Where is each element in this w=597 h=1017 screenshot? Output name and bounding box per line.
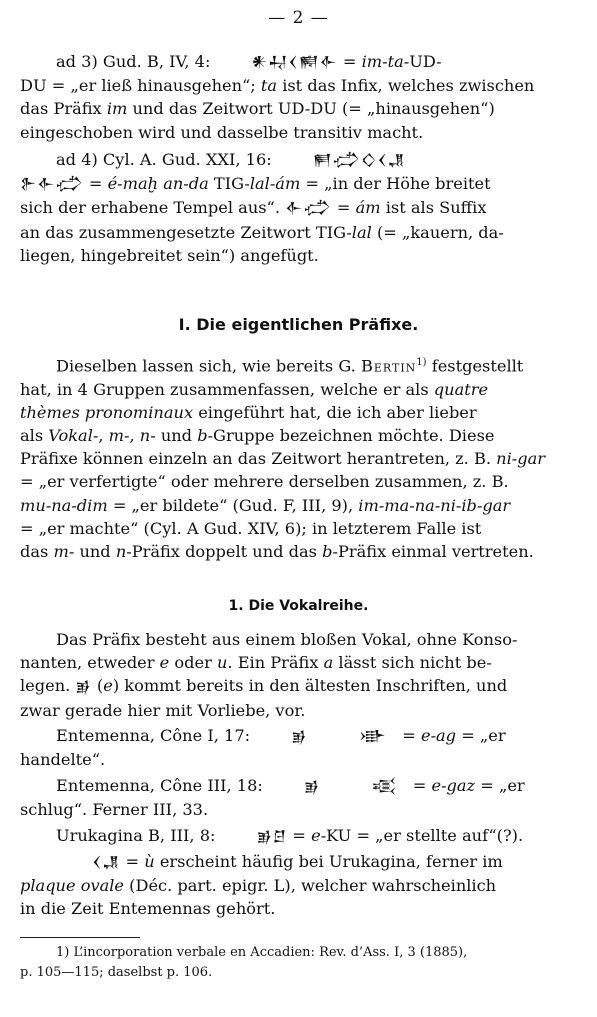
paragraph-line: Entemenna, Cône III, 18: 𒂊 𒄤 = e-gaz = „er	[20, 774, 582, 798]
example-2	[20, 774, 582, 821]
paragraph-line: schlug“. Ferner III, 33.	[20, 800, 209, 820]
paragraph-line: sich der erhabene Tempel aus“. 𒅆𒈤 = ám ist als Suffix	[20, 196, 582, 220]
section-heading: I. Die eigentlichen Präfixe.	[178, 315, 419, 334]
paragraph-u	[20, 850, 582, 921]
paragraph-line: 𒉿𒅆𒈤 = é-maḫ an-da TIG-lal-ám = „in der Höhe breitet	[20, 172, 582, 196]
paragraph-line: als Vokal-, m-, n- und b-Gruppe bezeichnen möchte. Diese	[20, 426, 495, 445]
paragraph-ad3	[20, 50, 582, 144]
paragraph-line: zwar gerade hier mit Vorliebe, vor.	[20, 700, 306, 720]
cuneiform-sign: 𒌋𒂗	[92, 853, 121, 871]
example-3	[20, 824, 582, 848]
paragraph-line: eingeschoben wird und dasselbe transitiv macht.	[20, 122, 424, 142]
paragraph-line: = „er machte“ (Cyl. A Gud. XIV, 6); in letzterem Falle ist	[20, 518, 482, 538]
paragraph-line: das m- und n-Präfix doppelt und das b-Präfix einmal vertreten.	[20, 542, 534, 562]
cuneiform-sign: 𒅆𒈤	[285, 199, 332, 218]
cuneiform-sign: 𒂊	[291, 727, 308, 745]
paragraph-ad4	[20, 148, 582, 267]
cuneiform-sign: 𒂊𒆪	[256, 827, 288, 845]
paragraph-line: das Präfix im und das Zeitwort UD-DU (= „hinausgehen“)	[20, 99, 495, 119]
paragraph-line: thèmes pronominaux eingeführt hat, die ich aber lieber	[20, 402, 477, 422]
paragraph-line: DU = „er ließ hinausgehen“; ta ist das Infix, welches zwischen	[20, 76, 535, 96]
subsection-heading: 1. Die Vokalreihe.	[228, 598, 369, 614]
footnote-rule	[20, 937, 140, 938]
paragraph-line: Entemenna, Cône I, 17: 𒂊 𒀝 = e-ag = „er	[20, 724, 582, 748]
cuneiform-sign: 𒂊	[75, 677, 92, 696]
footnote-line: 1) L’incorporation verbale en Accadien: Rev. d’Ass. I, 3 (1885),	[56, 945, 468, 960]
paragraph-line: = „er verfertigte“ oder mehrere derselben zusammen, z. B.	[20, 472, 509, 492]
paragraph-line: an das zusammengesetzte Zeitwort TIG-lal (= „kauern, da-	[20, 222, 504, 242]
paragraph-line: ad 3) Gud. B, IV, 4: 𒀭𒄷𒌋𒆍𒅆 = im-ta-UD-	[20, 50, 582, 74]
footnote-line: p. 105—115; daselbst p. 106.	[20, 965, 213, 980]
cuneiform-sign: 𒂊	[304, 777, 321, 795]
example-1	[20, 724, 582, 771]
paragraph-main	[20, 351, 582, 563]
cuneiform-sign: 𒀝	[359, 727, 387, 745]
paragraph-line: 𒌋𒂗 = ù erscheint häufig bei Urukagina, ferner im	[20, 850, 582, 874]
paragraph-line: nanten, etweder e oder u. Ein Präfix a lässt sich nicht be-	[20, 653, 492, 673]
paragraph-vokal	[20, 628, 582, 722]
cuneiform-sign: 𒉿𒅆𒈤	[20, 175, 84, 194]
paragraph-line: in die Zeit Entemennas gehört.	[20, 899, 276, 919]
paragraph-line: Urukagina B, III, 8: 𒂊𒆪 = e-KU = „er stellte auf“(?).	[20, 824, 582, 848]
paragraph-line: liegen, hingebreitet sein“) angefügt.	[20, 245, 319, 265]
paragraph-line: handelte“.	[20, 750, 106, 770]
paragraph-line: legen. 𒂊 (e) kommt bereits in den ältesten Inschriften, und	[20, 674, 582, 698]
paragraph-line: Präfixe können einzeln an das Zeitwort herantreten, z. B. ni-gar	[20, 449, 545, 469]
paragraph-line: Dieselben lassen sich, wie bereits G. Bertin$^{1)}$ festgestellt	[56, 356, 524, 376]
footnote	[20, 943, 582, 983]
paragraph-line: Das Präfix besteht aus einem bloßen Vokal, ohne Konso-	[56, 630, 518, 649]
paragraph-line: mu-na-dim = „er bildete“ (Gud. F, III, 9), im-ma-na-ni-ib-gar	[20, 495, 511, 515]
page-number: — 2 —	[268, 8, 329, 28]
cuneiform-sign: 𒂍𒈤𒄭𒌋𒂗	[312, 151, 406, 169]
cuneiform-sign: 𒄤	[371, 777, 398, 795]
cuneiform-sign: 𒀭𒄷𒌋𒆍𒅆	[251, 53, 338, 71]
paragraph-line: plaque ovale (Déc. part. epigr. L), welcher wahrscheinlich	[20, 876, 497, 896]
paragraph-line: ad 4) Cyl. A. Gud. XXI, 16: 𒂍𒈤𒄭𒌋𒂗	[20, 148, 582, 172]
paragraph-line: hat, in 4 Gruppen zusammenfassen, welche er als quatre	[20, 379, 489, 399]
